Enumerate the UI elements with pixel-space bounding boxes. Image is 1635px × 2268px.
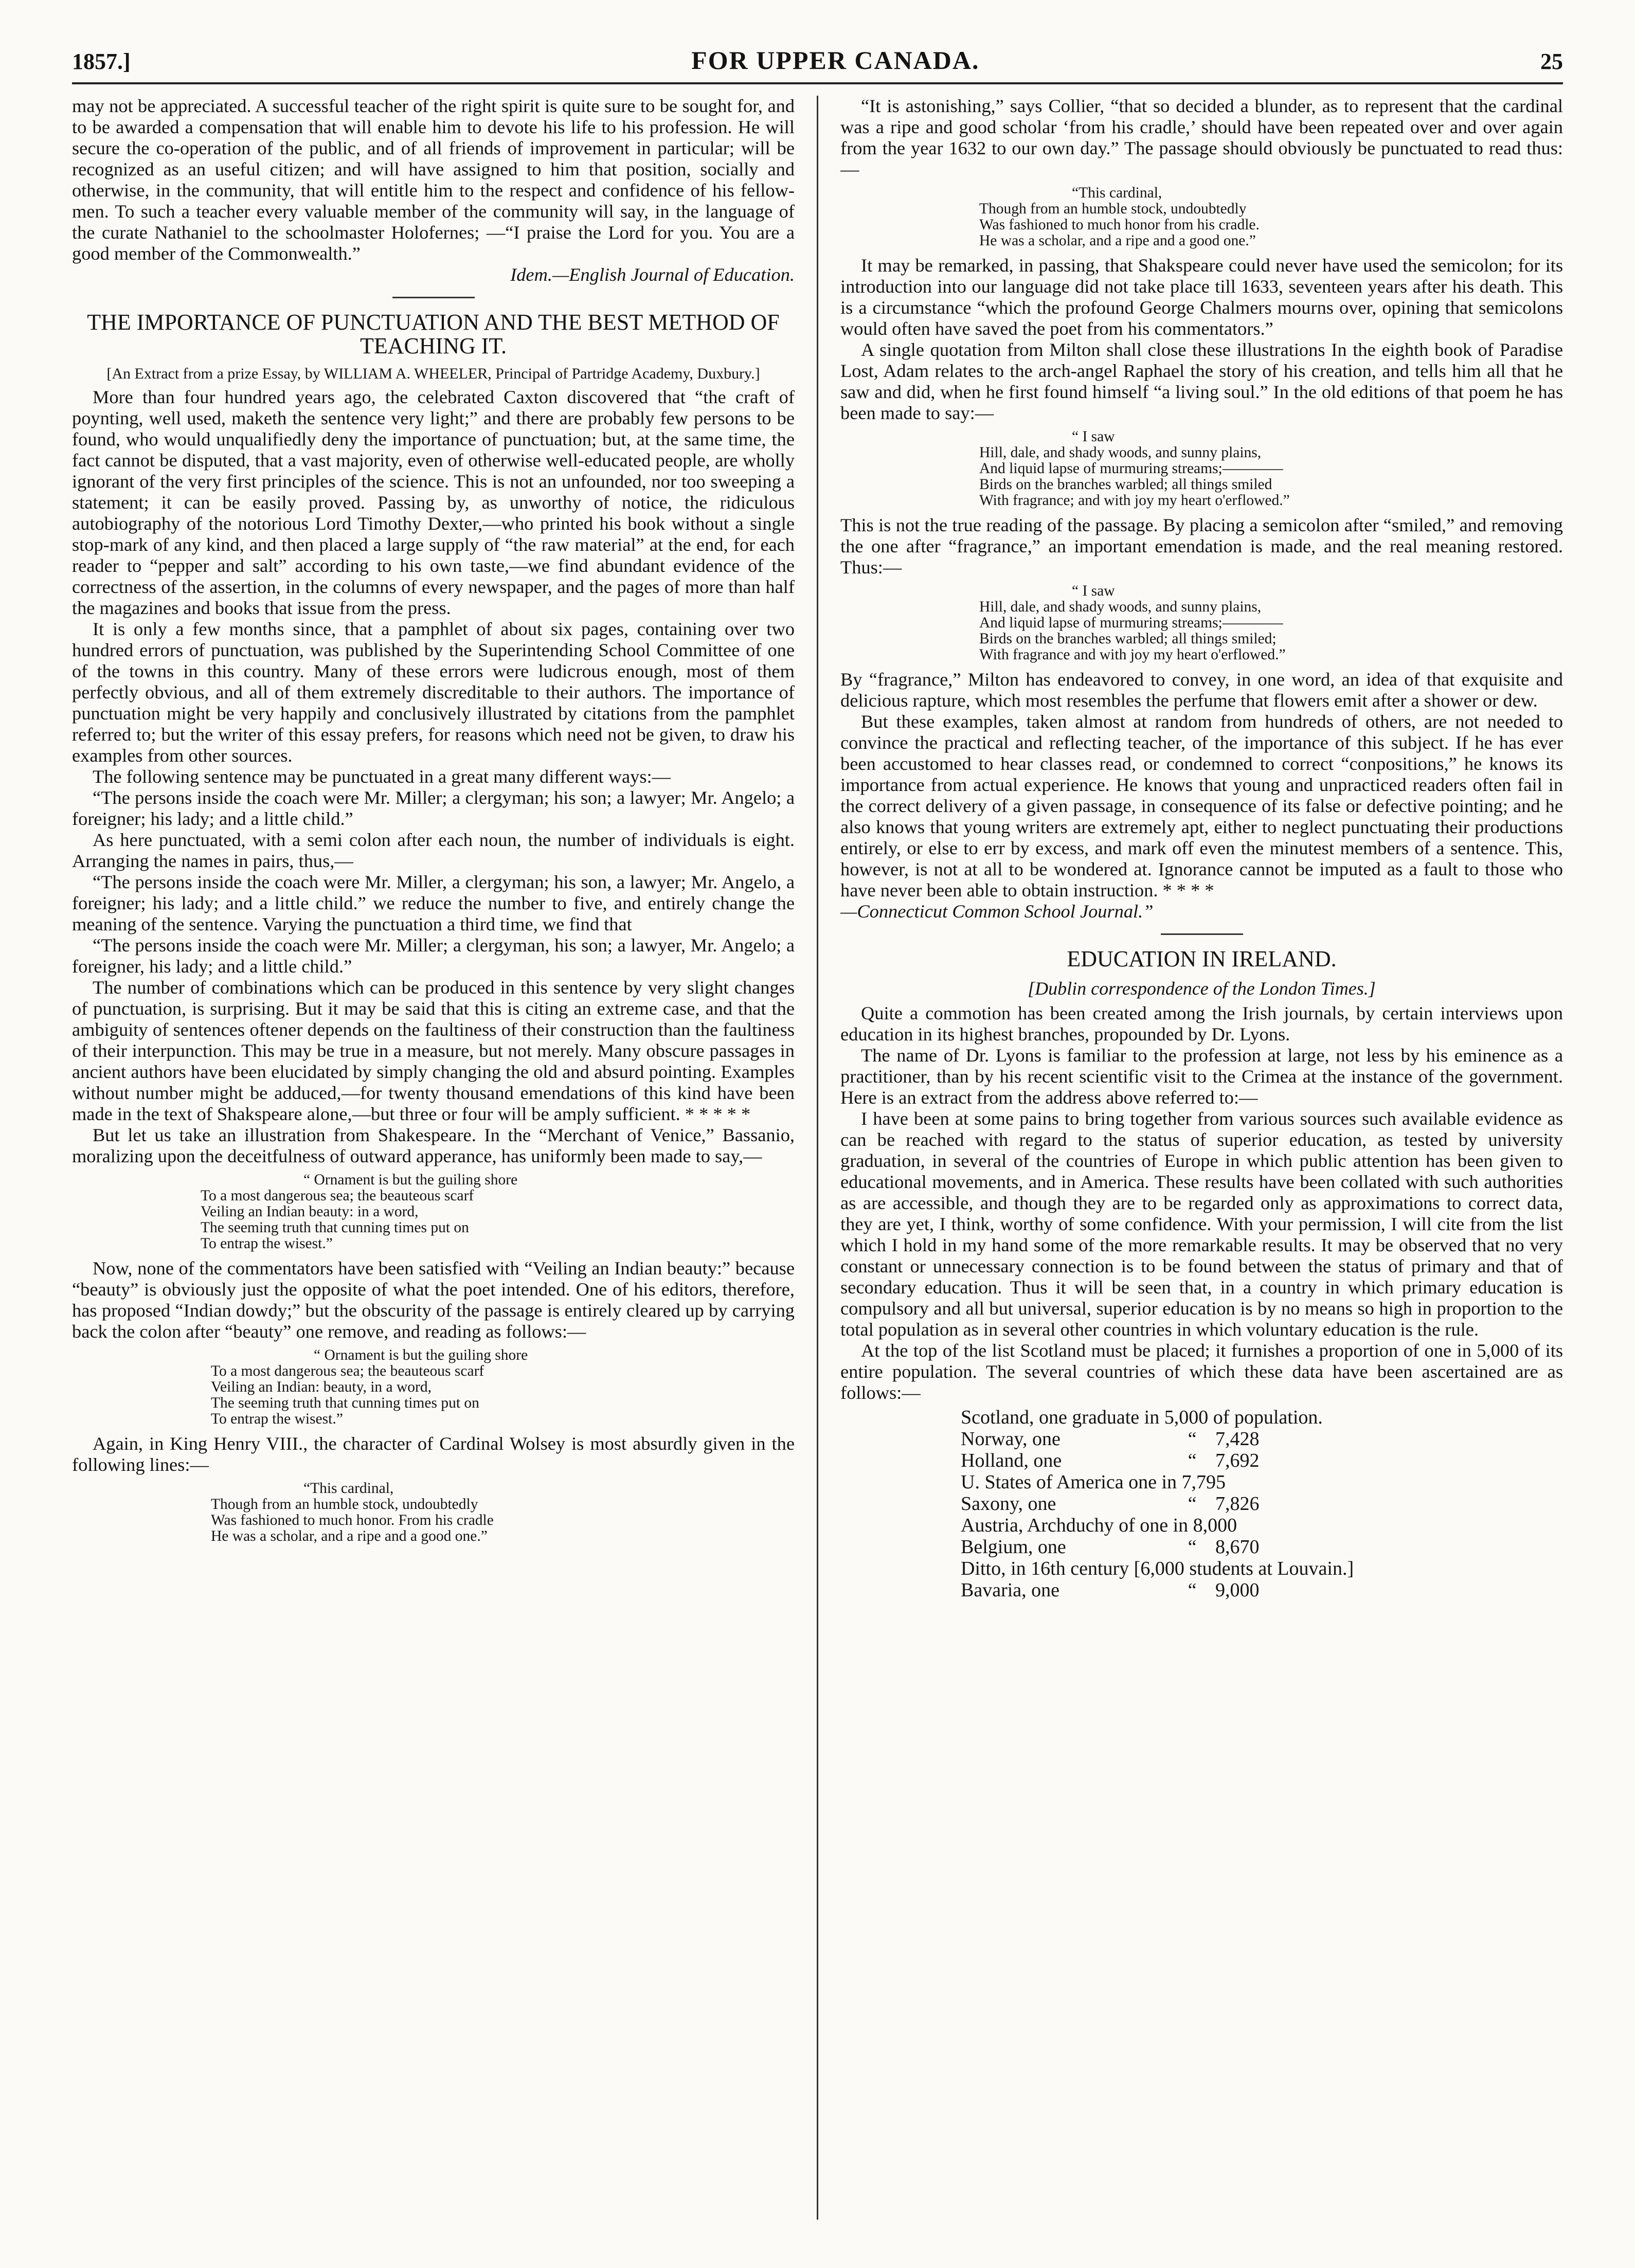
stats-row: Ditto, in 16th century [6,000 students at Louvain.] [961, 1558, 1354, 1579]
verse-line: Was fashioned to much honor from his cradle. [979, 217, 1260, 233]
stats-row: U. States of America one in 7,795 [961, 1471, 1226, 1493]
stats-row: Norway, one “ 7,428 [961, 1428, 1260, 1450]
section-rule [1161, 933, 1243, 935]
verse-line: Though from an humble stock, undoubtedly [979, 201, 1247, 217]
section-note: [Dublin correspondence of the London Times.] [1028, 978, 1376, 999]
stats-row: Saxony, one “ 7,826 [961, 1493, 1260, 1515]
section-title: THE IMPORTANCE OF PUNCTUATION AND THE BEST METHOD OF TEACHING IT. [87, 310, 780, 358]
verse-line: And liquid lapse of murmuring streams;———— [979, 615, 1283, 631]
section-note: [An Extract from a prize Essay, by WILLIAM A. WHEELER, Principal of Partridge Academy, Duxbury.] [106, 365, 760, 382]
stats-row: Holland, one “ 7,692 [961, 1450, 1260, 1471]
columns [72, 96, 1563, 2220]
header-title: FOR UPPER CANADA. [691, 46, 980, 75]
paragraph: As here punctuated, with a semi colon after each noun, the number of individuals is eight. Arranging the names in pairs, thus,— [72, 830, 795, 871]
stats-row: Belgium, one “ 8,670 [961, 1536, 1260, 1558]
verse-line: He was a scholar, and a ripe and a good one.” [979, 232, 1256, 249]
intro-paragraph: may not be appreciated. A successful teacher of the right spirit is quite sure to be sought for, and to be awarded a compensation that will enable him to devote his life to his profession. He will secure the co-operation of the public, and of all friends of improvement in particular; will be recognized as an useful citizen; and will have assigned to him that position, socially and otherwise, in the community, that will entitle him to the respect and confidence of his fellow-men. To such a teacher every valuable member of the community will say, in the language of the curate Nathaniel to the schoolmaster Holofernes; —“I praise the Lord for you. You are a good member of the Commonwealth.” [72, 96, 795, 264]
stats-row: Scotland, one graduate in 5,000 of population. [961, 1407, 1323, 1428]
verse-line: With fragrance; and with joy my heart o'erflowed.” [979, 492, 1290, 509]
right-column [840, 96, 1563, 2220]
paragraph: Now, none of the commentators have been satisfied with “Veiling an Indian beauty:” because “beauty” is obviously just the opposite of what the poet intended. One of his editors, therefore, has proposed “Indian dowdy;” but the obscurity of the passage is entirely cleared up by carrying back the colon after “beauty” one remove, and reading as follows:— [72, 1258, 795, 1342]
paragraph: But these examples, taken almost at random from hundreds of others, are not needed to convince the practical and reflecting teacher, of the importance of this subject. If he has ever been accustomed to hear classes read, or condemned to correct “conpositions,” he knows its importance from actual experience. He knows that young and unpracticed readers often fail in the correct delivery of a given passage, in consequence of its false or defective pointing; and he also knows that young writers are extremely apt, either to neglect punctuating their productions entirely, or else to err by excess, and mark off even the minutest members of a sentence. This, however, is not at all to be wondered at. Ignorance cannot be imputed as a fault to those who have never been able to obtain instruction. * * * * [840, 711, 1563, 901]
paragraph: But let us take an illustration from Shakespeare. In the “Merchant of Venice,” Bassanio, moralizing upon the deceitfulness of outward apperance, has uniformly been made to say,— [72, 1125, 795, 1166]
stats-row: Austria, Archduchy of one in 8,000 [961, 1515, 1237, 1536]
verse-line: Hill, dale, and shady woods, and sunny plains, [979, 599, 1262, 615]
verse-line: He was a scholar, and a ripe and a good one.” [211, 1528, 488, 1544]
verse-quote [72, 1481, 795, 1544]
column-divider [817, 96, 818, 2220]
verse-line: “This cardinal, [303, 1480, 394, 1497]
verse-line: The seeming truth that cunning times put on [211, 1395, 479, 1411]
paragraph: This is not the true reading of the passage. By placing a semicolon after “smiled,” and removing the one after “fragrance,” an important emendation is made, and the real meaning restored. Thus:— [840, 515, 1563, 578]
verse-line: “ I saw [1072, 583, 1115, 599]
paragraph: By “fragrance,” Milton has endeavored to convey, in one word, an idea of that exquisite and delicious rapture, which most resembles the perfume that flowers emit after a shower or dew. [840, 669, 1563, 711]
verse-line: “This cardinal, [1072, 185, 1162, 201]
paragraph: The name of Dr. Lyons is familiar to the profession at large, not less by his eminence as a practitioner, than by his recent scientific visit to the Crimea at the instance of the government. Here is an extract from the address above referred to:— [840, 1045, 1563, 1108]
paragraph: The number of combinations which can be produced in this sentence by very slight changes of punctuation, is surprising. But it may be said that this is citing an extreme case, and that the ambiguity of sentences oftener depends on the faultiness of their construction than the faultiness of their interpunction. This may be true in a measure, but not merely. Many obscure passages in ancient authors have been elucidated by simply changing the old and absurd pointing. Examples without number might be adduced,—for twenty thousand emendations of this kind have been made in the text of Shakspeare alone,—but three or four will be amply sufficient. * * * * * [72, 977, 795, 1124]
paragraph: Again, in King Henry VIII., the character of Cardinal Wolsey is most absurdly given in the following lines:— [72, 1433, 795, 1475]
left-column [72, 96, 795, 2220]
header-date: 1857.] [72, 49, 131, 74]
paragraph: I have been at some pains to bring together from various sources such available evidence as can be reached with regard to the status of superior education, as tested by university graduation, in several of the countries of Europe in which public attention has been given to educational movements, and in America. These results have been collated with such authorities as are accessible, and though they are to be regarded only as approximations to correct data, they are yet, I think, worthy of some confidence. With your permission, I will cite from the list which I hold in my hand some of the more remarkable results. It may be observed that no very constant or unnecessary connection is to be found between the status of primary and that of secondary education. Thus it will be seen that, in a country in which primary education is compulsory and all but universal, superior education is by no means so high in proportion to the total population as in several other countries in which voluntary education is the rule. [840, 1108, 1563, 1340]
verse-line: To a most dangerous sea; the beauteous scarf [201, 1187, 474, 1204]
verse-line: Was fashioned to much honor. From his cradle [211, 1512, 494, 1528]
verse-line: To entrap the wisest.” [211, 1411, 343, 1427]
source-signature: —Connecticut Common School Journal.” [840, 901, 1154, 922]
running-header [72, 45, 1563, 78]
verse-quote [72, 1347, 795, 1427]
page-number: 25 [1540, 49, 1563, 74]
verse-line: To a most dangerous sea; the beauteous scarf [211, 1363, 484, 1379]
verse-line: Hill, dale, and shady woods, and sunny plains, [979, 444, 1262, 461]
paragraph: A single quotation from Milton shall close these illustrations In the eighth book of Paradise Lost, Adam relates to the arch-angel Raphael the story of his creation, and tells him all that he saw and did, when he first found himself “a living soul.” In the old editions of that poem he has been made to say:— [840, 339, 1563, 423]
intro-signature: Idem.—English Journal of Education. [510, 264, 795, 285]
verse-line: Birds on the branches warbled; all things smiled [979, 476, 1272, 493]
paragraph: More than four hundred years ago, the celebrated Caxton discovered that “the craft of poynting, well used, maketh the sentence very light;” and there are probably few persons to be found, who would unqualifiedly deny the importance of punctuation; but, at the same time, the fact cannot be disputed, that a vast majority, even of otherwise well-educated people, are wholly ignorant of the very first principles of the science. This is not an unfounded, nor too sweeping a statement; it can be easily proved. Passing by, as unworthy of notice, the ridiculous autobiography of the notorious Lord Timothy Dexter,—who printed his book without a single stop-mark of any kind, and then placed a large supply of “the raw material” at the end, for each reader to “pepper and salt” according to his own taste,—we find abundant evidence of the correctness of the assertion, in the columns of every newspaper, and the pages of more than half the magazines and books that issue from the press. [72, 387, 795, 618]
paragraph: It may be remarked, in passing, that Shakspeare could never have used the semicolon; for its introduction into our language did not take place till 1633, seventeen years after his death. This is a circumstance “which the profound George Chalmers mourns over, opining that semicolons would often have saved the poet from his commentators.” [840, 255, 1563, 339]
verse-quote [840, 583, 1563, 663]
verse-line: Birds on the branches warbled; all things smiled; [979, 631, 1277, 647]
section-rule [392, 297, 475, 298]
verse-line: Veiling an Indian beauty: in a word, [201, 1203, 419, 1220]
verse-line: With fragrance and with joy my heart o'erflowed.” [979, 646, 1286, 663]
quoted-sentence: “The persons inside the coach were Mr. Miller; a clergyman, his son; a lawyer, Mr. Angelo; a foreigner, his lady; and a little child.” [72, 935, 795, 977]
verse-line: Though from an humble stock, undoubtedly [211, 1496, 478, 1513]
verse-line: “ Ornament is but the guiling shore [303, 1172, 518, 1188]
header-rule [72, 82, 1563, 84]
verse-quote [840, 429, 1563, 509]
verse-line: The seeming truth that cunning times put on [201, 1219, 469, 1236]
verse-line: And liquid lapse of murmuring streams;———— [979, 460, 1283, 477]
verse-quote [72, 1172, 795, 1252]
paragraph: It is only a few months since, that a pamphlet of about six pages, containing over two hundred errors of punctuation, was published by the Superintending School Committee of one of the towns in this country. Many of these errors were ludicrous enough, most of them perfectly obvious, and all of them extremely discreditable to their authors. The importance of punctuation might be very happily and conclusively illustrated by citations from the pamphlet referred to; but the writer of this essay prefers, for reasons which need not be given, to draw his examples from other sources. [72, 619, 795, 766]
quoted-sentence: “The persons inside the coach were Mr. Miller; a clergyman; his son; a lawyer; Mr. Angelo; a foreigner; his lady; and a little child.” [72, 787, 795, 829]
paragraph: At the top of the list Scotland must be placed; it furnishes a proportion of one in 5,000 of its entire population. The several countries of which these data have been ascertained are as follows:— [840, 1340, 1563, 1403]
paragraph: “It is astonishing,” says Collier, “that so decided a blunder, as to represent that the cardinal was a ripe and good scholar ‘from his cradle,’ should have been repeated over and over again from the year 1632 to our own day.” The passage should obviously be punctuated to read thus:— [840, 96, 1563, 179]
paragraph: The following sentence may be punctuated in a great many different ways:— [93, 766, 671, 787]
graduation-statistics [840, 1407, 1563, 1601]
verse-line: To entrap the wisest.” [201, 1235, 333, 1252]
quoted-sentence: “The persons inside the coach were Mr. Miller, a clergyman; his son, a lawyer; Mr. Angelo, a foreigner; his lady; and a little child.” we reduce the number to five, and entirely change the meaning of the sentence. Varying the punctuation a third time, we find that [72, 872, 795, 934]
verse-line: “ I saw [1072, 428, 1115, 445]
stats-row: Bavaria, one “ 9,000 [961, 1579, 1260, 1601]
verse-quote [840, 185, 1563, 249]
paragraph: Quite a commotion has been created among the Irish journals, by certain interviews upon education in its highest branches, propounded by Dr. Lyons. [840, 1003, 1563, 1045]
section-title: EDUCATION IN IRELAND. [1067, 946, 1337, 971]
verse-line: Veiling an Indian: beauty, in a word, [211, 1379, 432, 1395]
verse-line: “ Ornament is but the guiling shore [314, 1347, 528, 1363]
